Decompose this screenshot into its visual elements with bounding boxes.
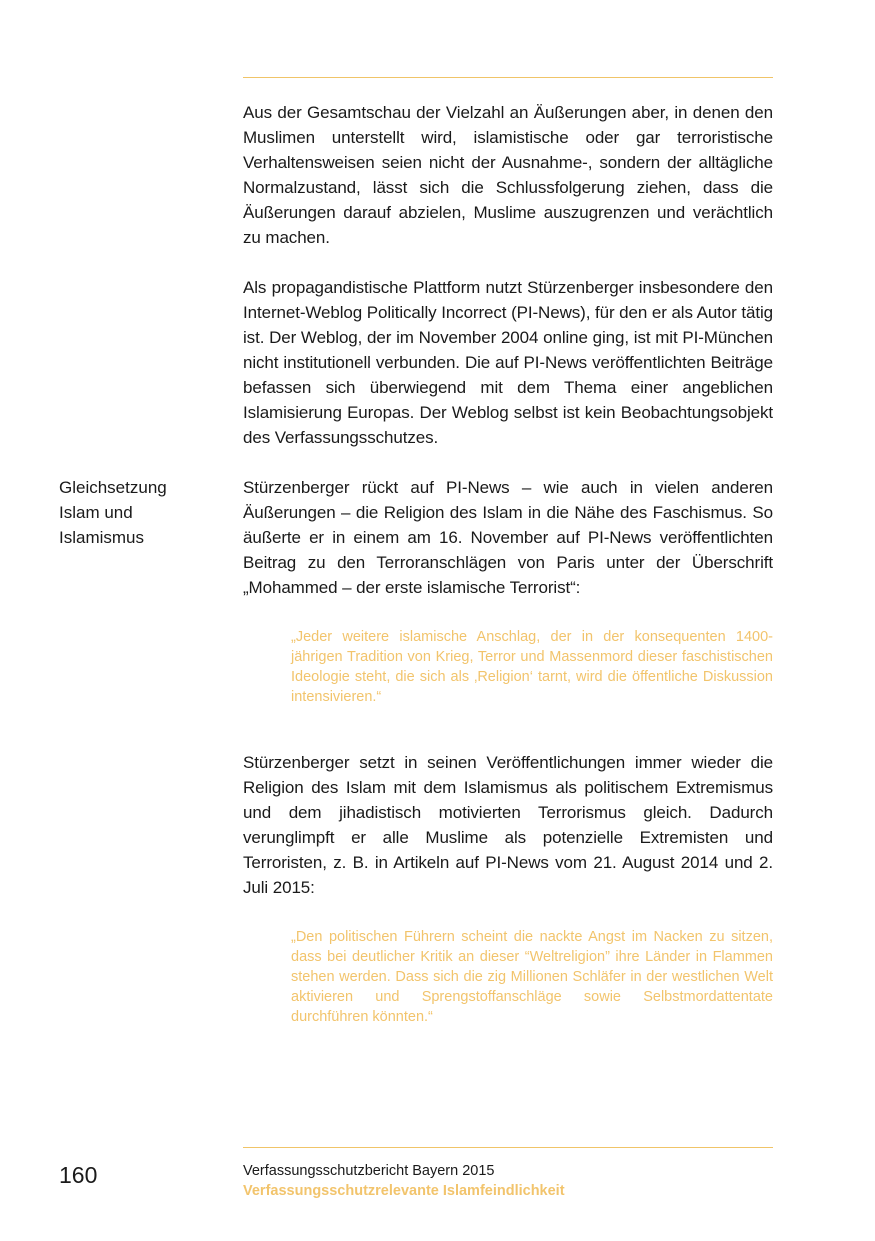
body-paragraph-3: Stürzenberger rückt auf PI-News – wie auch in vielen anderen Äußerungen – die Religion des Islam in die Nähe des Faschismus. So äußerte er in einem am 16. November auf PI-News veröffentlichten Beitrag zu den Terroranschlägen von Paris unter der Überschrift „Mohammed – der erste islamische Terrorist“: <box>243 478 773 597</box>
body-paragraph-2: Als propagandistische Plattform nutzt Stürzenberger insbesondere den Internet-Weblog Politically Incorrect (PI-News), für den er als Autor tätig ist. Der Weblog, der im November 2004 online ging, ist mit PI-München nicht institutionell verbunden. Die auf PI-News veröffentlichten Beiträge befassen sich überwiegend mit dem Thema einer angeblichen Islamisierung Europas. Der Weblog selbst ist kein Beobachtungsobjekt des Verfassungsschutzes. <box>243 278 773 447</box>
block-quote-1: „Jeder weitere islamische Anschlag, der in der konsequenten 1400-jährigen Tradition von Krieg, Terror und Massenmord dieser faschistischen Ideologie steht, die sich als ‚Religion‘ tarnt, wird die öffentliche Diskussion intensivieren.“ <box>291 629 773 705</box>
footer-subtitle: Verfassungsschutzrelevante Islamfeindlichkeit <box>243 1183 565 1199</box>
footer-title: Verfassungsschutzbericht Bayern 2015 <box>243 1163 495 1179</box>
margin-note-line-2: Islam und <box>59 503 133 522</box>
block-quote-2: „Den politischen Führern scheint die nackte Angst im Nacken zu sitzen, dass bei deutlicher Kritik an dieser “Weltreligion” ihre Länder in Flammen stehen werden. Dass sich die zig Millionen Schläfer in der westlichen Welt aktivieren und Sprengstoffanschläge sowie Selbstmordattentate durchführen könnten.“ <box>291 929 773 1025</box>
page-number: 160 <box>59 1162 98 1188</box>
margin-note <box>59 475 229 550</box>
body-paragraph-4: Stürzenberger setzt in seinen Veröffentlichungen immer wieder die Religion des Islam mit dem Islamismus als politischem Extremismus und dem jihadistisch motivierten Terrorismus gleich. Dadurch verunglimpft er alle Muslime als potenzielle Extremisten und Terroristen, z. B. in Artikeln auf PI-News vom 21. August 2014 und 2. Juli 2015: <box>243 753 773 897</box>
margin-note-line-1: Gleichsetzung <box>59 478 167 497</box>
footer-divider <box>243 1147 773 1148</box>
body-paragraph-1: Aus der Gesamtschau der Vielzahl an Äußerungen aber, in denen den Muslimen unterstellt wird, islamistische oder gar terroristische Verhaltensweisen seien nicht der Ausnahme-, sondern der alltägliche Normalzustand, lässt sich die Schlussfolgerung ziehen, dass die Äußerungen darauf abzielen, Muslime auszugrenzen und verächtlich zu machen. <box>243 103 773 247</box>
top-divider <box>243 77 773 78</box>
margin-note-line-3: Islamismus <box>59 528 145 547</box>
